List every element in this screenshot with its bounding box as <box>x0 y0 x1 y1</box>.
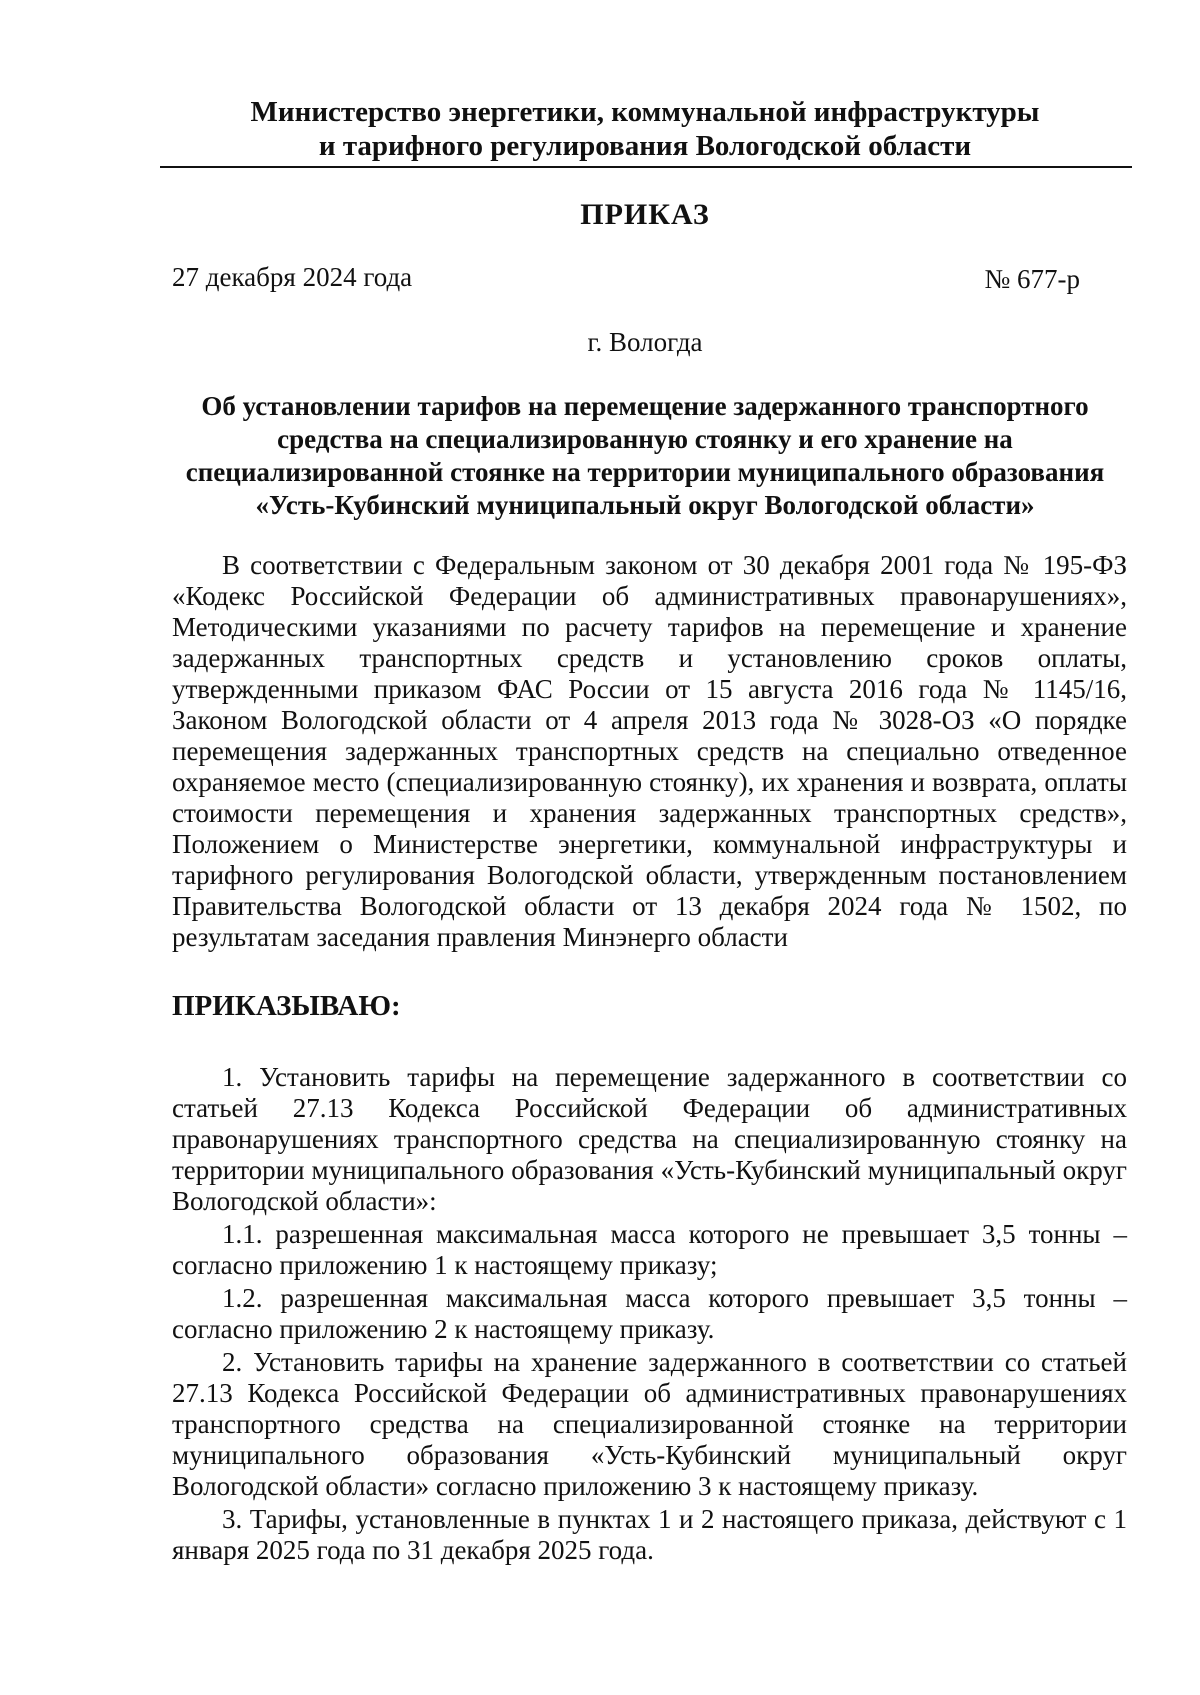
order-item-1-1: 1.1. разрешенная максимальная масса которого не превышает 3,5 тонны – согласно приложению 1 к настоящему приказу; <box>172 1219 1127 1280</box>
order-item-1-2: 1.2. разрешенная максимальная масса которого превышает 3,5 тонны – согласно приложению 2 к настоящему приказу. <box>172 1283 1127 1344</box>
order-city: г. Вологда <box>587 327 703 357</box>
subject-line-2: средства на специализированную стоянку и его хранение на <box>277 424 1013 454</box>
decree-heading: ПРИКАЗЫВАЮ: <box>172 990 401 1022</box>
order-item-1: 1. Установить тарифы на перемещение задержанного в соответствии со статьей 27.13 Кодекса Российской Федерации об административных правонарушениях транспортного средства на специализированную стоянку на территории муниципального образования «Усть-Кубинский муниципальный округ Вологодской области»: <box>172 1062 1127 1216</box>
header-divider <box>160 166 1132 168</box>
order-subject <box>160 390 1130 522</box>
subject-line-1: Об установлении тарифов на перемещение задержанного транспортного <box>201 391 1089 421</box>
preamble-paragraph: В соответствии с Федеральным законом от 30 декабря 2001 года № 195-ФЗ «Кодекс Российской Федерации об административных правонарушениях», Методическими указаниями по расчету тарифов на перемещение и хранение задержанных транспортных средств и установлению сроков оплаты, утвержденными приказом ФАС России от 15 августа 2016 года № 1145/16, Законом Вологодской области от 4 апреля 2013 года № 3028-ОЗ «О порядке перемещения задержанных транспортных средств на специально отведенное охраняемое место (специализированную стоянку), их хранения и возврата, оплаты стоимости перемещения и хранения задержанных транспортных средств», Положением о Министерстве энергетики, коммунальной инфраструктуры и тарифного регулирования Вологодской области, утвержденным постановлением Правительства Вологодской области от 13 декабря 2024 года № 1502, по результатам заседания правления Минэнерго области <box>172 550 1127 952</box>
order-date: 27 декабря 2024 года <box>172 262 413 292</box>
order-title: ПРИКАЗ <box>580 198 710 231</box>
order-item-3: 3. Тарифы, установленные в пунктах 1 и 2 настоящего приказа, действуют с 1 января 2025 года по 31 декабря 2025 года. <box>172 1504 1127 1565</box>
order-items <box>172 1062 1127 1568</box>
ministry-line-2: и тарифного регулирования Вологодской области <box>318 130 972 162</box>
subject-line-4: «Усть-Кубинский муниципальный округ Вологодской области» <box>255 490 1035 520</box>
ministry-line-1: Министерство энергетики, коммунальной инфраструктуры <box>250 96 1040 128</box>
order-number: № 677-р <box>984 264 1080 294</box>
ministry-header <box>160 95 1130 163</box>
subject-line-3: специализированной стоянке на территории муниципального образования <box>185 457 1105 487</box>
order-item-2: 2. Установить тарифы на хранение задержанного в соответствии со статьей 27.13 Кодекса Российской Федерации об административных правонарушениях транспортного средства на специализированной стоянке на территории муниципального образования «Усть-Кубинский муниципальный округ Вологодской области» согласно приложению 3 к настоящему приказу. <box>172 1347 1127 1501</box>
